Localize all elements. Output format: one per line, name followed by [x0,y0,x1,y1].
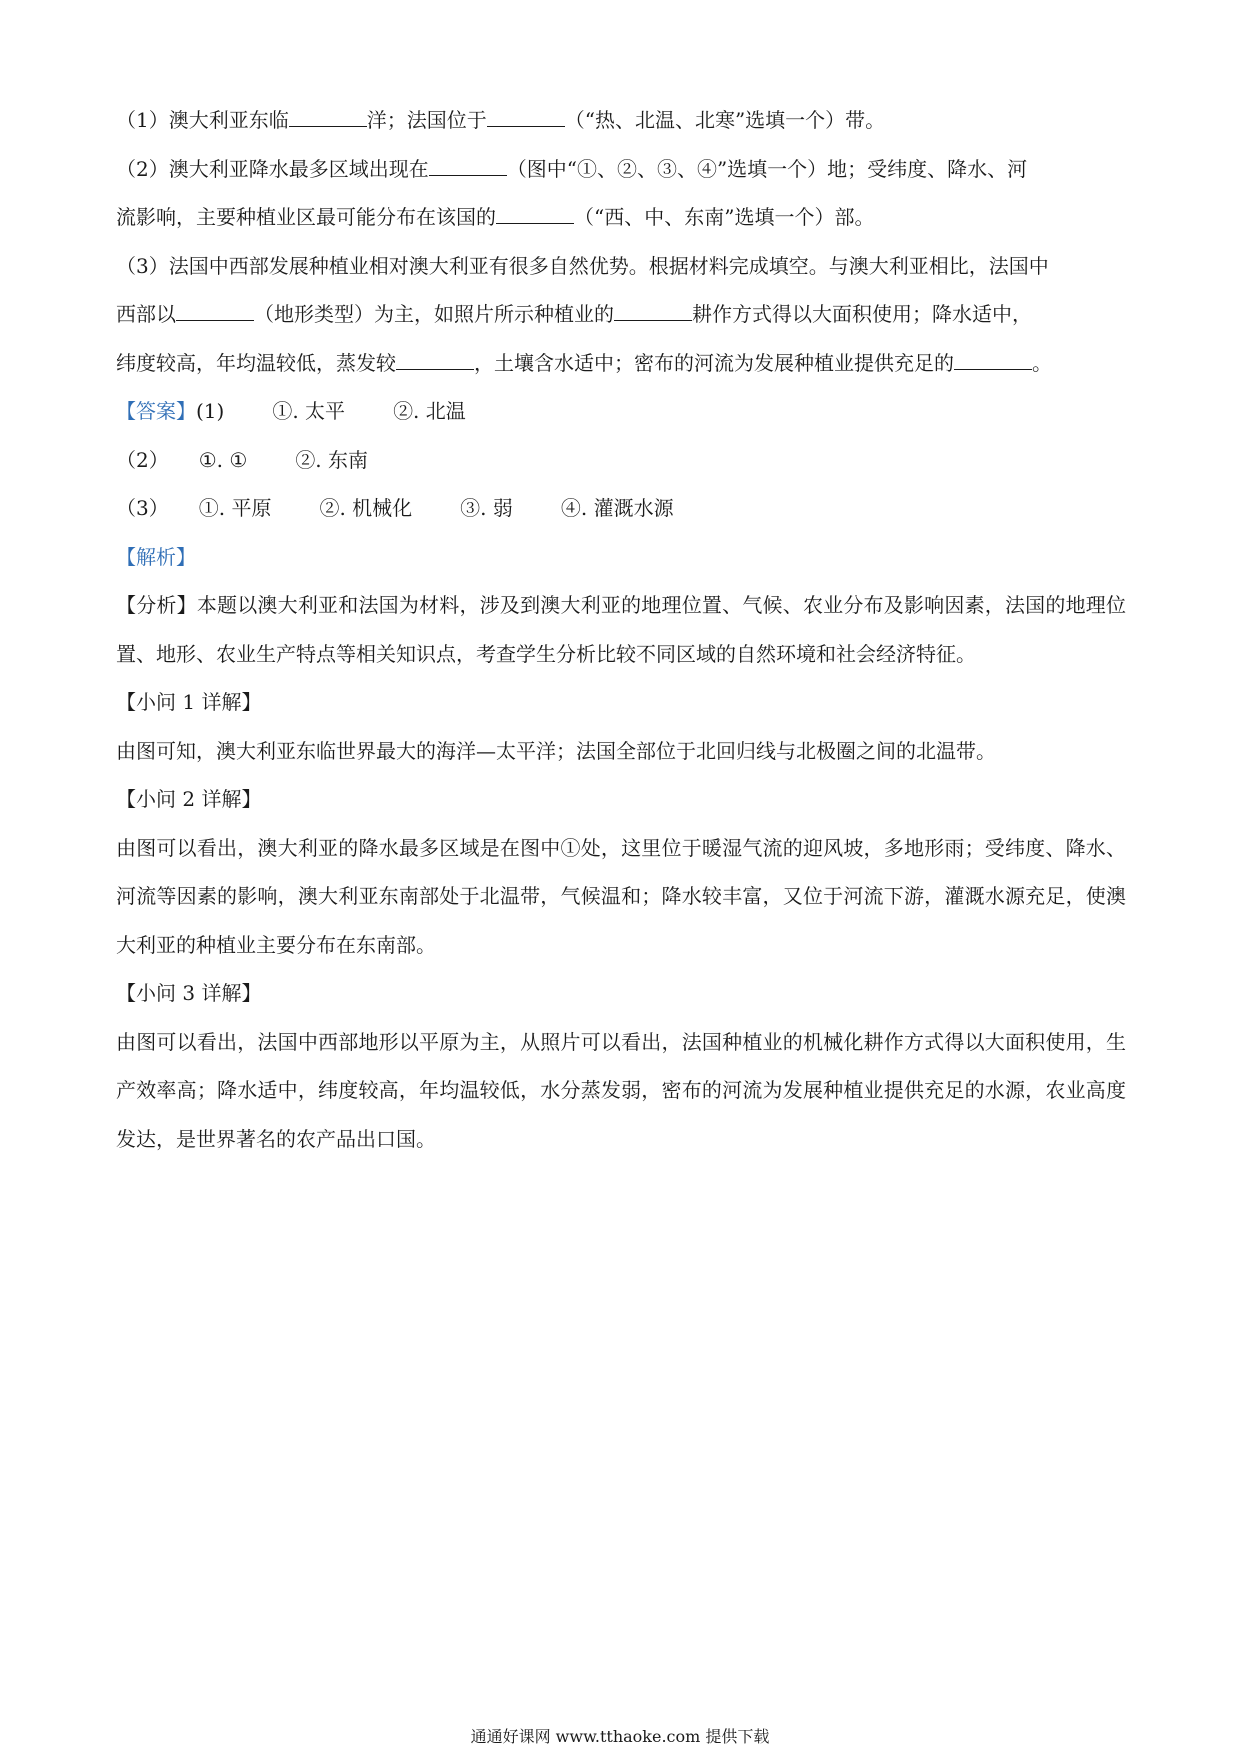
question-3-line-2: 西部以 （地形类型）为主，如照片所示种植业的 耕作方式得以大面积使用；降水适中， [116,290,1126,339]
answer-row-1: 【答案】(1) ①. 太平 ②. 北温 [116,399,466,423]
sub-question-1-detail: 由图可知，澳大利亚东临世界最大的海洋—太平洋；法国全部位于北回归线与北极圈之间的北温带。 [116,738,996,763]
question-2-line-2: 流影响，主要种植业区最可能分布在该国的 （“西、中、东南”选填一个）部。 [116,193,1126,242]
question-3-line-3: 纬度较高，年均温较低，蒸发较 ，土壤含水适中；密布的河流为发展种植业提供充足的 。 [116,339,1126,388]
analysis-tag: 【解析】 [116,544,196,569]
answer-blank[interactable] [289,104,367,127]
document-body [116,96,1126,1163]
answer-blank[interactable] [496,201,574,224]
answer-blank[interactable] [614,298,692,321]
answer-blank[interactable] [487,104,565,127]
question-3-line-1: （3）法国中西部发展种植业相对澳大利亚有很多自然优势。根据材料完成填空。与澳大利亚相比，法国中 [116,253,1049,278]
answer-blank[interactable] [176,298,254,321]
answer-blank[interactable] [429,153,507,176]
answer-blank[interactable] [396,347,474,370]
sub-question-3-detail: 由图可以看出，法国中西部地形以平原为主，从照片可以看出，法国种植业的机械化耕作方式得以大面积使用，生产效率高；降水适中，纬度较高，年均温较低，水分蒸发弱，密布的河流为发展种植业提供充足的水源，农业高度发达，是世界著名的农产品出口国。 [116,1029,1126,1151]
sub-question-2-detail: 由图可以看出，澳大利亚的降水最多区域是在图中①处，这里位于暖湿气流的迎风坡，多地形雨；受纬度、降水、河流等因素的影响，澳大利亚东南部处于北温带，气候温和；降水较丰富，又位于河流下游，灌溉水源充足，使澳大利亚的种植业主要分布在东南部。 [116,835,1126,957]
page-footer: 通通好课网 www.tthaoke.com 提供下载 [470,1727,770,1746]
answer-row-3: （3） ①. 平原 ②. 机械化 ③. 弱 ④. 灌溉水源 [116,496,674,520]
answer-blank[interactable] [954,347,1032,370]
sub-question-3-heading: 【小问 3 详解】 [116,981,262,1005]
answer-row-2: （2） ①. ① ②. 东南 [116,447,369,472]
question-1: （1）澳大利亚东临 洋；法国位于 （“热、北温、北寒”选填一个）带。 [116,96,1126,145]
sub-question-1-heading: 【小问 1 详解】 [116,690,262,714]
answer-tag: 【答案】 [116,399,196,423]
analysis-summary: 【分析】本题以澳大利亚和法国为材料，涉及到澳大利亚的地理位置、气候、农业分布及影响因素，法国的地理位置、地形、农业生产特点等相关知识点，考查学生分析比较不同区域的自然环境和社会经济特征。 [116,593,1126,666]
question-2-line-1: （2）澳大利亚降水最多区域出现在 （图中“①、②、③、④”选填一个）地；受纬度、降水、河 [116,145,1126,194]
sub-question-2-heading: 【小问 2 详解】 [116,787,262,811]
